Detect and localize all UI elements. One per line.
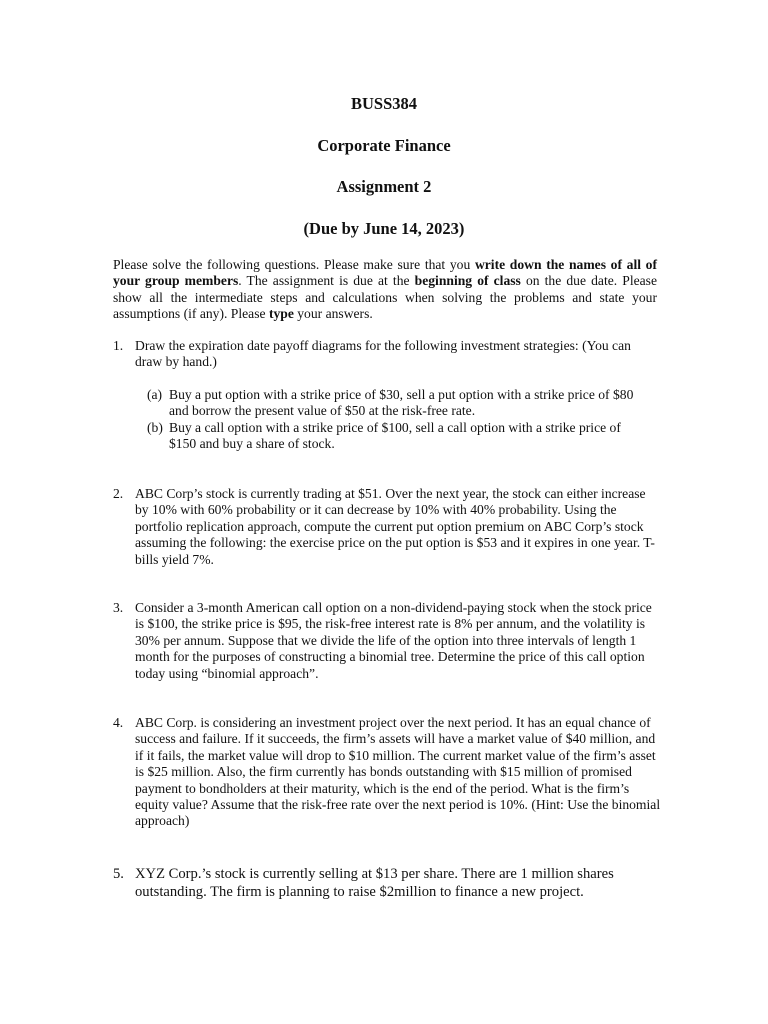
question-number: 3. [113,600,124,615]
instructions-bold-class: beginning of class [414,273,521,289]
instructions-text-4: your answers. [293,306,373,322]
instructions-text-1: Please solve the following questions. Please make sure that you [113,257,475,272]
question-text: ABC Corp. is considering an investment project over the next period. It has an equal chance of success and failure. If it succeeds, the firm’s assets will have a market value of $40 million, and if it fails, the market value will drop to $10 million. The current market value of the firm’s asset is $25 million. Also, the firm currently has bonds outstanding with $15 million of promised payment to bondholders at their maturity, which is the end of the period. What is the firm’s equity value? Assume that the risk-free rate over the next period is 10%. (Hint: Use the binomial approach) [135,715,661,829]
question-number: 2. [113,486,124,501]
question-4 [113,715,661,830]
instructions-text-2: . The assignment is due at the [238,273,415,289]
course-code: BUSS384 [350,94,418,113]
question-1 [113,338,661,371]
question-3 [113,600,661,682]
question-number: 5. [113,866,124,882]
instructions-bold-names: write down the names of all of your group members [113,257,658,289]
due-date: (Due by June 14, 2023) [303,219,465,238]
question-text: Consider a 3-month American call option on a non-dividend-paying stock when the stock price is $100, the strike price is $95, the risk-free interest rate is 8% per annum, and the volatility is 30% per annum. Suppose that we divide the life of the option into three intervals of length 1 month for the purposes of constructing a binomial tree. Determine the price of this call option today using “binomial approach”. [135,600,652,681]
question-text: XYZ Corp.’s stock is currently selling at $13 per share. There are 1 million shares outstanding. The firm is planning to raise $2million to finance a new project. [135,866,614,900]
question-number: 4. [113,715,124,730]
instructions-bold-type: type [268,306,294,322]
question-number: 1. [113,338,124,353]
part-text: Buy a put option with a strike price of $30, sell a put option with a strike price of $80 and borrow the present value of $50 at the risk-free rate. [169,387,634,419]
part-text: Buy a call option with a strike price of $100, sell a call option with a strike price of $150 and buy a share of stock. [169,420,621,452]
part-label: (b) [147,420,163,435]
part-label: (a) [147,387,163,402]
instructions-text-3: on the due date. Please show all the intermediate steps and calculations when solving the problems and state your assumptions (if any). Please [113,273,657,322]
question-2 [113,486,661,568]
question-1-part-a [147,387,647,420]
assignment-title: Assignment 2 [336,177,432,196]
course-name: Corporate Finance [317,136,451,155]
question-1-part-b [147,420,647,453]
instructions-paragraph [113,257,657,323]
question-text: Draw the expiration date payoff diagrams for the following investment strategies: (You can draw by hand.) [135,338,631,370]
question-text: ABC Corp’s stock is currently trading at $51. Over the next year, the stock can either increase by 10% with 60% probability or it can decrease by 10% with 40% probability. Using the portfolio replication approach, compute the current put option premium on ABC Corp’s stock assuming the following: the exercise price on the put option is $53 and it expires in one year. T-bills yield 7%. [135,486,655,567]
question-5 [113,866,661,901]
